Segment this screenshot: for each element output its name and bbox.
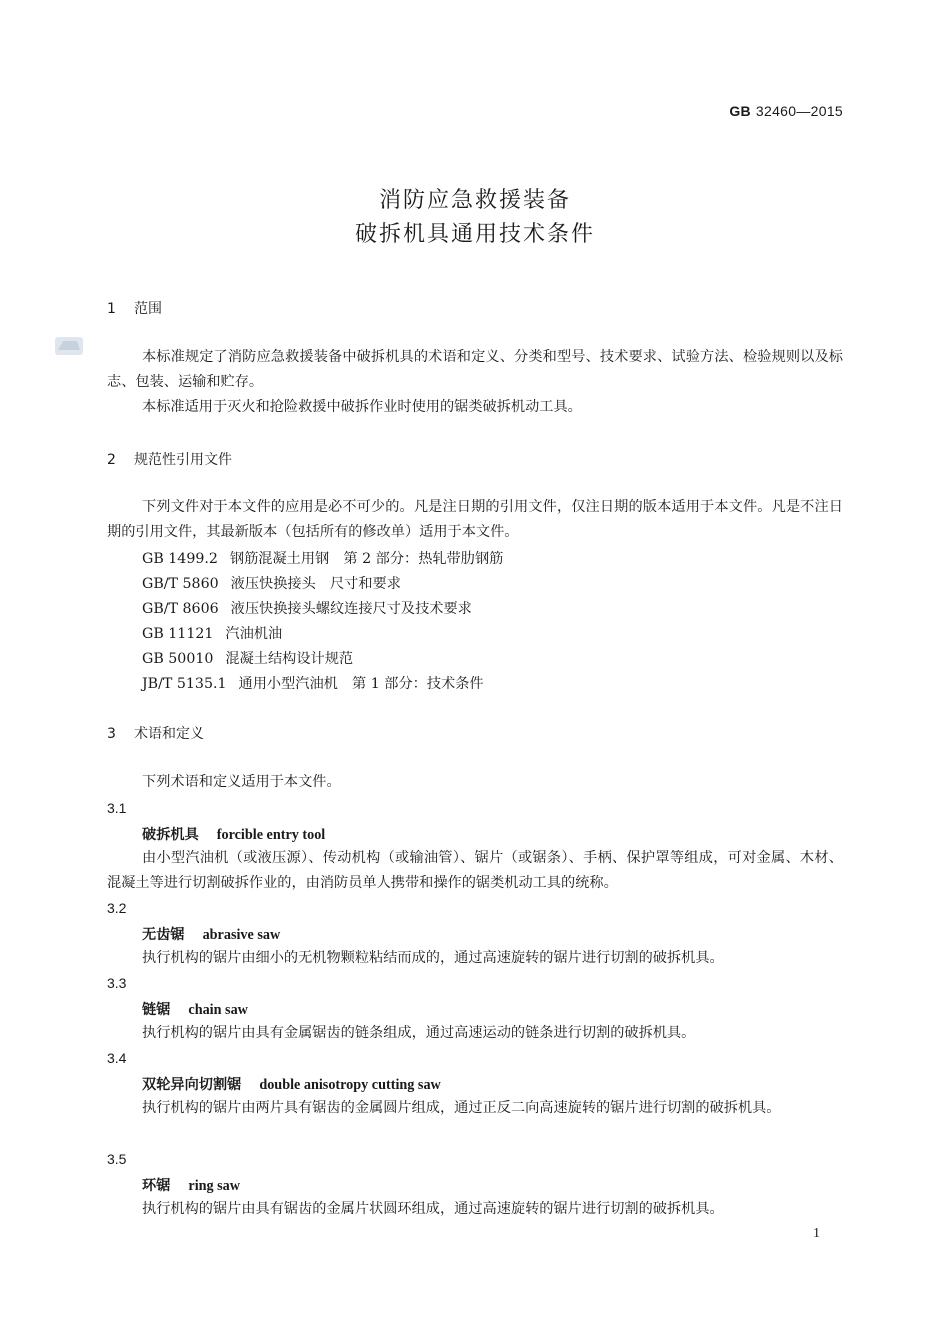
reference-item: GB 1499.2 钢筋混凝土用钢 第 2 部分：热轧带肋钢筋 (142, 551, 504, 567)
term-heading: 环锯 ring saw (142, 1178, 241, 1194)
term-heading: 破拆机具 forcible entry tool (142, 827, 326, 843)
clause-number: 3.1 (107, 800, 127, 816)
term-heading: 双轮异向切割锯 double anisotropy cutting saw (142, 1077, 441, 1093)
term-heading: 无齿锯 abrasive saw (142, 927, 281, 943)
term-definition: 执行机构的锯片由具有金属锯齿的链条组成，通过高速运动的链条进行切割的破拆机具。 (142, 1025, 696, 1041)
document-title-line2: 破拆机具通用技术条件 (354, 222, 595, 247)
section-2-paragraph-1: 下列文件对于本文件的应用是必不可少的。凡是注日期的引用文件，仅注日期的版本适用于本文件。凡是不注日期的引用文件，其最新版本（包括所有的修改单）适用于本文件。 (107, 499, 843, 540)
term-heading: 链锯 chain saw (142, 1002, 248, 1018)
reference-item: GB 11121 汽油机油 (142, 626, 283, 642)
section-3-heading: 3 术语和定义 (107, 726, 204, 742)
page-number: 1 (813, 1226, 820, 1241)
standard-code: GB 32460—2015 (729, 103, 843, 119)
clause-number: 3.4 (107, 1050, 127, 1066)
section-1-paragraph-2: 本标准适用于灭火和抢险救援中破拆作业时使用的锯类破拆机动工具。 (142, 399, 582, 415)
reference-item: JB/T 5135.1 通用小型汽油机 第 1 部分：技术条件 (142, 676, 484, 692)
section-3-paragraph-1: 下列术语和定义适用于本文件。 (142, 774, 341, 790)
term-definition: 执行机构的锯片由细小的无机物颗粒粘结而成的，通过高速旋转的锯片进行切割的破拆机具。 (142, 950, 724, 966)
sac-logo-icon (55, 337, 83, 355)
term-definition: 执行机构的锯片由具有锯齿的金属片状圆环组成，通过高速旋转的锯片进行切割的破拆机具。 (142, 1201, 724, 1217)
section-2-heading: 2 规范性引用文件 (107, 452, 232, 468)
section-1-paragraph-1: 本标准规定了消防应急救援装备中破拆机具的术语和定义、分类和型号、技术要求、试验方法、检验规则以及标志、包装、运输和贮存。 (107, 349, 843, 390)
clause-number: 3.3 (107, 975, 127, 991)
term-definition: 执行机构的锯片由两片具有锯齿的金属圆片组成，通过正反二向高速旋转的锯片进行切割的破拆机具。 (142, 1100, 781, 1116)
section-1-heading: 1 范围 (107, 301, 162, 317)
reference-item: GB 50010 混凝土结构设计规范 (142, 651, 354, 667)
clause-number: 3.5 (107, 1151, 127, 1167)
reference-item: GB/T 8606 液压快换接头螺纹连接尺寸及技术要求 (142, 601, 472, 617)
document-title-line1: 消防应急救援装备 (378, 188, 571, 213)
reference-item: GB/T 5860 液压快换接头 尺寸和要求 (142, 576, 401, 592)
clause-number: 3.2 (107, 900, 127, 916)
term-definition: 由小型汽油机（或液压源）、传动机构（或输油管）、锯片（或锯条）、手柄、保护罩等组成，可对金属、木材、混凝土等进行切割破拆作业的，由消防员单人携带和操作的锯类机动工具的统称。 (107, 850, 843, 891)
